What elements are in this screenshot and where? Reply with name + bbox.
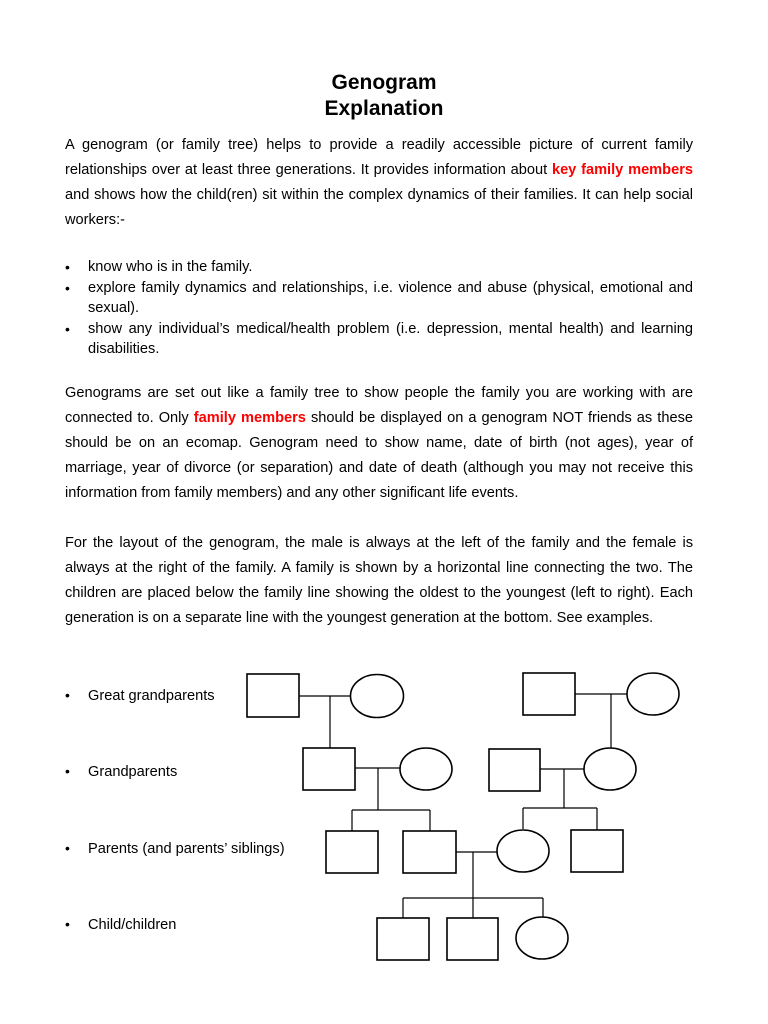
list-item-text: show any individual’s medical/health problem (i.e. depression, mental health) and learning disabilities. [88,320,693,357]
male-symbol [326,831,378,873]
female-symbol [584,748,636,790]
male-symbol [303,748,355,790]
female-symbol [400,748,452,790]
para2-text-2: should be displayed on a genogram NOT friends as these should be on an ecomap. Genogram need to show name, date of birth (not ages), year of marriage, year of divorce (or separation) and date of death (although you may not receive this information from family members) and any other significant life events. [65,410,693,501]
bullet-icon: • [65,916,70,932]
intro-paragraph [65,133,693,233]
uses-list [65,257,693,360]
male-symbol [377,918,429,960]
bullet-icon: • [65,259,70,275]
page-title: Genogram [331,71,437,94]
generation-label-grandparents: • Grandparents [65,763,178,780]
layout-paragraph [65,381,693,506]
structure-paragraph: For the layout of the genogram, the male is always at the left of the family and the female is always at the right of the family. A family is shown by a horizontal line connecting the two. The children are placed below the family line showing the oldest to the youngest (left to right). Each generation is on a separate line with the youngest generation at the bottom. See examples. [65,535,693,626]
generation-label-great-grandparents: • Great grandparents [65,687,215,704]
intro-text-1: A genogram (or family tree) helps to provide a readily accessible picture of current family relationships over at least three generations. It provides information about [65,137,693,178]
female-symbol [516,917,568,959]
male-symbol [247,674,299,717]
bullet-icon: • [65,320,70,337]
bullet-icon: • [65,840,70,856]
male-symbol [571,830,623,872]
para2-text-1: Genograms are set out like a family tree to show people the family you are working with are connected to. Only [65,385,693,426]
list-item [65,257,693,278]
page-subtitle: Explanation [324,97,444,120]
male-symbol [489,749,540,791]
intro-highlight: key family members [551,162,693,178]
intro-text-2: and shows how the child(ren) sit within the complex dynamics of their families. It can help social workers:- [65,187,693,228]
female-symbol [627,673,679,715]
female-symbol [497,830,549,872]
list-item-text: know who is in the family. [88,259,253,275]
list-item-text: explore family dynamics and relationships, i.e. violence and abuse (physical, emotional and sexual). [88,279,693,316]
bullet-icon: • [65,279,70,296]
male-symbol [447,918,498,960]
female-symbol [351,675,404,718]
bullet-icon: • [65,763,70,779]
male-symbol [403,831,456,873]
bullet-icon: • [65,687,70,703]
para2-highlight: family members [193,410,306,426]
male-symbol [523,673,575,715]
generation-label-children: • Child/children [65,916,177,933]
list-item [65,278,693,319]
list-item [65,319,693,360]
generation-label-parents: • Parents (and parents’ siblings) [65,840,285,857]
